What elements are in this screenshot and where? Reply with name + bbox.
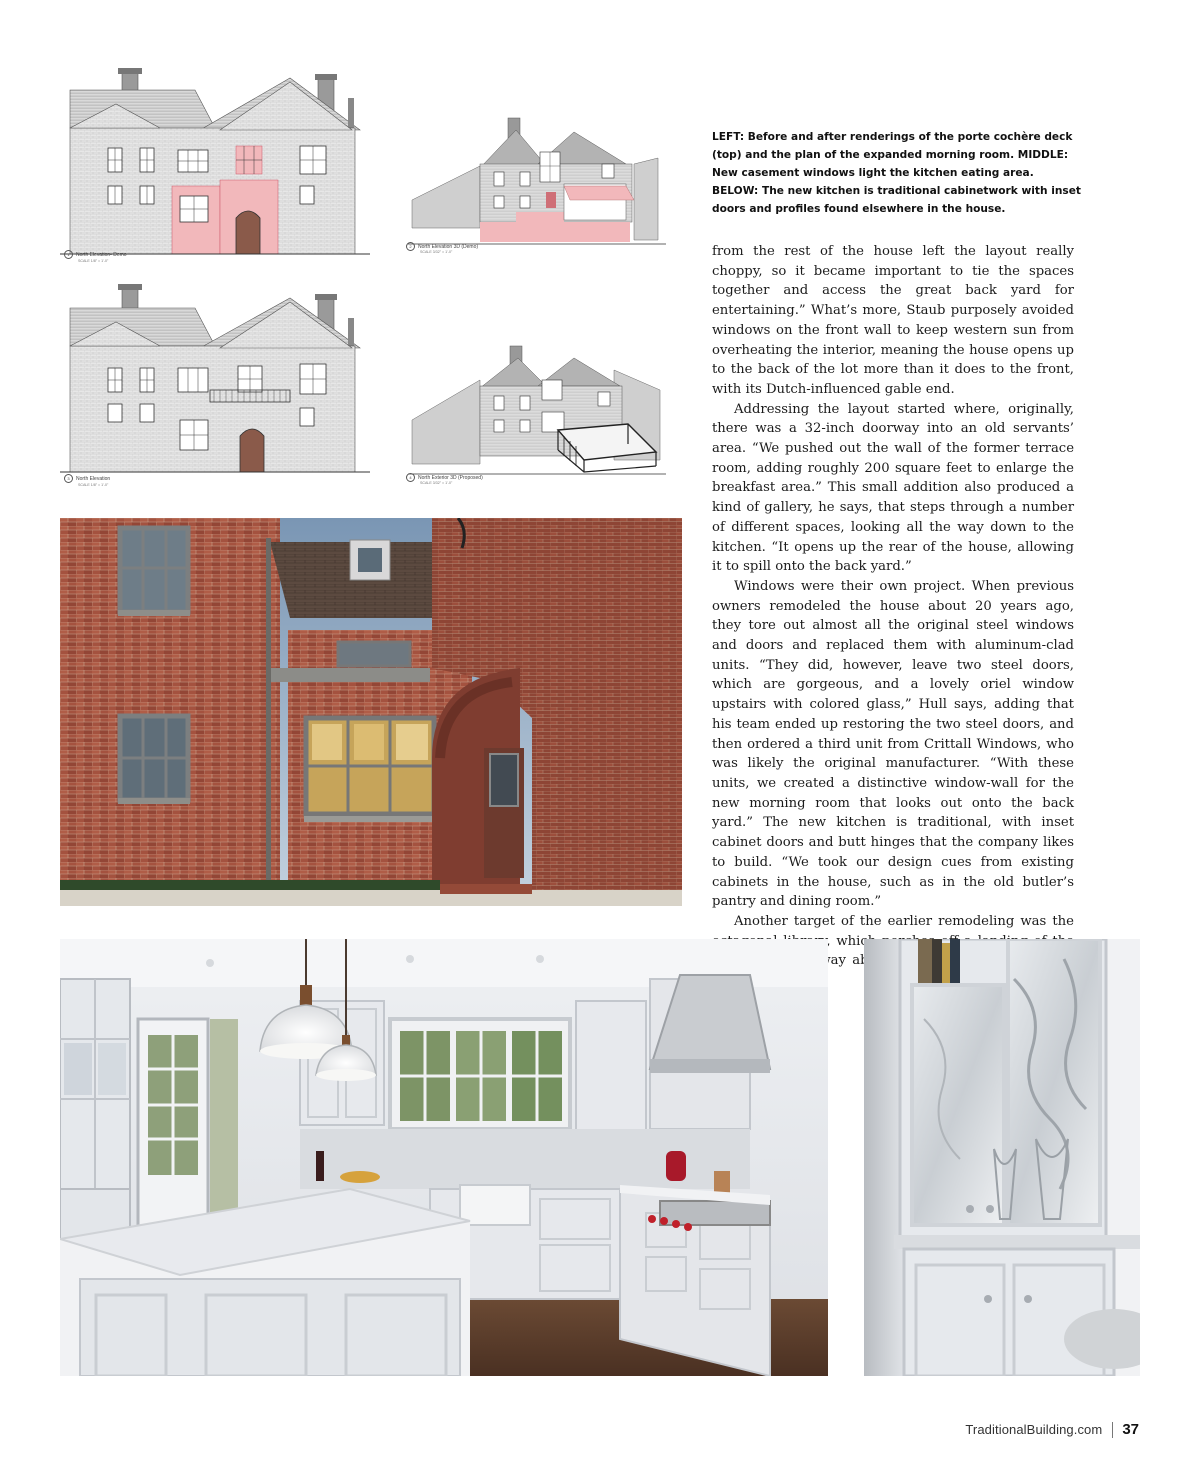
drawing-label: North Elevation 3D (Demo): [418, 243, 479, 250]
drawing-scale: SCALE 1/8" = 1'-0": [78, 483, 109, 487]
page-footer: [965, 1421, 1139, 1438]
article-paragraph: Another target of the earlier remodeling was the which: [734, 913, 1074, 949]
north-exterior-3d-proposed-drawing: [408, 340, 666, 488]
footer-site[interactable]: TraditionalBuilding.com: [965, 1422, 1103, 1437]
drawing-label: North Exterior 3D (Proposed): [418, 474, 483, 481]
drawing-stamp-icon: 1: [64, 250, 73, 259]
drawing-stamp-icon: 4: [406, 473, 415, 482]
drawing-scale: SCALE 3/32" = 1'-0": [420, 481, 453, 485]
north-elevation-demo-drawing: [60, 68, 370, 264]
page-number: 37: [1122, 1421, 1139, 1438]
footer-divider: [1112, 1422, 1113, 1438]
article-paragraph: from the rest of the house left the layout really choppy, so it became important to tie the spaces together and access the great back yard for entertaining.” What’s more, Staub purposely avoided windows on the front wall to keep western sun from overheating the interior, meaning the house opens up to the back of the lot more than it does to the front, with its Dutch-influenced gable end.: [712, 244, 1074, 397]
drawing-stamp-icon: 2: [406, 242, 415, 251]
article-paragraph: Addressing the layout started where, originally, there was a 32-inch doorway into an old servants’ area. “We pushed out the wall of the former terrace room, adding roughly 200 square feet to enlarge the breakfast area.” This small addition also produced a kind of gallery, he says, that steps through a number of different spaces, looking all the way down to the kitchen. “It opens up the rear of the house, allowing it to spill onto the back yard.”: [712, 401, 1074, 575]
exterior-brick-photo: [60, 518, 682, 906]
photo-caption: LEFT: Before and after renderings of the porte cochère deck (top) and the plan of the expanded morning room. MIDDLE: New casement windows light the kitchen eating area. BELOW: The new kitchen is traditional cabinetwork with inset doors and profiles found elsewhere in the house.: [712, 131, 1081, 215]
cabinet-detail-photo: [864, 939, 1140, 1376]
article-paragraph: Windows were their own project. When previous owners remodeled the house about 20 years ago, they tore out almost all the original steel windows and doors and replaced them with aluminum-clad units. “They did, however, leave two steel doors, which are gorgeous, and a lovely oriel window upstairs with colored glass,” Hull says, adding that his team ended up restoring the two steel doors, and then ordered a third unit from Crittall Windows, who was likely the original manufacturer. “With these units, we created a distinctive window-wall for the new morning room that looks out onto the back yard.” The new kitchen is traditional, with inset cabinet doors and butt hinges that the company likes to build. “We took our design cues from existing cabinets in the house, such as in the old butler’s pantry and dining room.”: [712, 578, 1074, 910]
drawing-label: North Elevation- Demo: [76, 251, 127, 258]
drawing-scale: SCALE 1/8" = 1'-0": [78, 259, 109, 263]
north-elevation-3d-demo-drawing: [408, 108, 666, 256]
drawing-scale: SCALE 3/32" = 1'-0": [420, 250, 453, 254]
kitchen-photo: [60, 939, 828, 1376]
north-elevation-drawing: [60, 284, 370, 490]
article-body: [712, 242, 1074, 991]
drawing-stamp-icon: 3: [64, 474, 73, 483]
drawing-label: North Elevation: [76, 475, 111, 482]
